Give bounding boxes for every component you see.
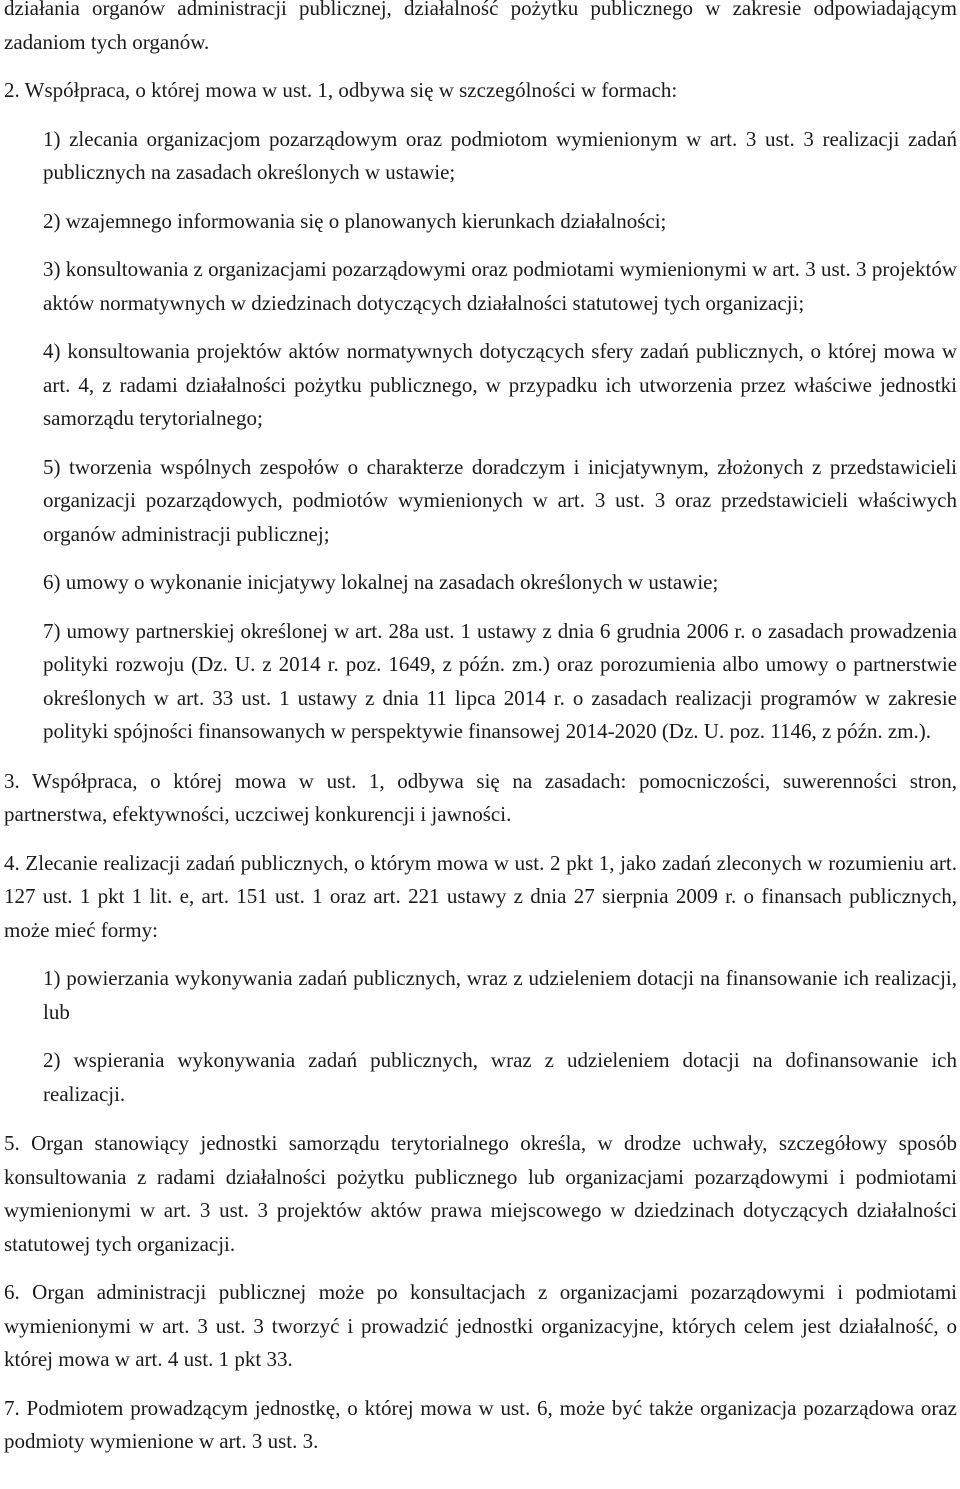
section-7-paragraph: 7. Podmiotem prowadzącym jednostkę, o której mowa w ust. 6, może być także organizacja pozarządowa oraz podmioty wymienione w art. 3 ust. 3. [4,1395,957,1453]
document-page [4,0,957,1474]
section-2-item-4: 4) konsultowania projektów aktów normatywnych dotyczących sfery zadań publicznych, o której mowa w art. 4, z radami działalności pożytku publicznego, w przypadku ich utworzenia przez właściwe jednostki samorządu terytorialnego; [43,339,957,430]
section-3-paragraph: 3. Współpraca, o której mowa w ust. 1, odbywa się na zasadach: pomocniczości, suwerenności stron, partnerstwa, efektywności, uczciwej konkurencji i jawności. [4,768,957,826]
section-2-intro: 2. Współpraca, o której mowa w ust. 1, odbywa się w szczególności w formach: [4,78,678,102]
section-2-item-1: 1) zlecania organizacjom pozarządowym oraz podmiotom wymienionym w art. 3 ust. 3 realizacji zadań publicznych na zasadach określonych w ustawie; [43,126,957,184]
section-2-item-6: 6) umowy o wykonanie inicjatywy lokalnej na zasadach określonych w ustawie; [43,570,719,594]
section-4-item-1: 1) powierzania wykonywania zadań publicznych, wraz z udzieleniem dotacji na finansowanie ich realizacji, lub [43,966,957,1024]
section-2-item-2: 2) wzajemnego informowania się o planowanych kierunkach działalności; [43,208,667,233]
section-2-item-3: 3) konsultowania z organizacjami pozarządowymi oraz podmiotami wymienionymi w art. 3 ust. 3 projektów aktów normatywnych w dziedzinach dotyczących działalności statutowej tych organizacji; [43,257,957,315]
section-2-item-7: 7) umowy partnerskiej określonej w art. 28a ust. 1 ustawy z dnia 6 grudnia 2006 r. o zasadach prowadzenia polityki rozwoju (Dz. U. z 2014 r. poz. 1649, z późn. zm.) oraz porozumienia albo umowy o partnerstwie określonych w art. 33 ust. 1 ustawy z dnia 11 lipca 2014 r. o zasadach realizacji programów w zakresie polityki spójności finansowanych w perspektywie finansowej 2014-2020 (Dz. U. poz. 1146, z późn. zm.). [43,618,957,743]
section-5-paragraph: 5. Organ stanowiący jednostki samorządu terytorialnego określa, w drodze uchwały, szczegółowy sposób konsultowania z radami działalności pożytku publicznego lub organizacjami pozarządowymi i podmiotami wymienionymi w art. 3 ust. 3 projektów aktów prawa miejscowego w dziedzinach dotyczących działalności statutowej tych organizacji. [4,1131,957,1256]
section-4-intro: 4. Zlecanie realizacji zadań publicznych, o którym mowa w ust. 2 pkt 1, jako zadań zleconych w rozumieniu art. 127 ust. 1 pkt 1 lit. e, art. 151 ust. 1 oraz art. 221 ustawy z dnia 27 sierpnia 2009 r. o finansach publicznych, może mieć formy: [4,850,957,942]
continuation-paragraph: działania organów administracji publicznej, działalność pożytku publicznego w zakresie odpowiadającym zadaniom tych organów. [4,0,957,54]
section-4-item-2: 2) wspierania wykonywania zadań publicznych, wraz z udzieleniem dotacji na dofinansowanie ich realizacji. [43,1048,957,1106]
section-6-paragraph: 6. Organ administracji publicznej może po konsultacjach z organizacjami pozarządowymi i podmiotami wymienionymi w art. 3 ust. 3 tworzyć i prowadzić jednostki organizacyjne, których celem jest działalność, o której mowa w art. 4 ust. 1 pkt 33. [4,1280,957,1371]
section-2-item-5: 5) tworzenia wspólnych zespołów o charakterze doradczym i inicjatywnym, złożonych z przedstawicieli organizacji pozarządowych, podmiotów wymienionych w art. 3 ust. 3 oraz przedstawicieli właściwych organów administracji publicznej; [43,454,957,546]
